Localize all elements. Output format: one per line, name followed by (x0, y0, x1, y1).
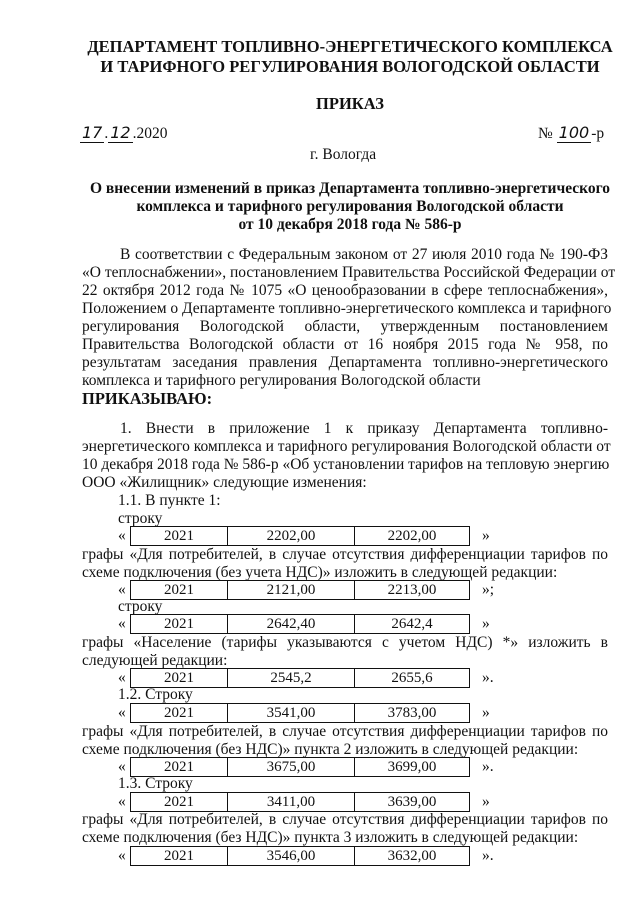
grafy-paragraph-2: графы «Население (тарифы указываются с учетом НДС) *» изложить в следующей редакции: (82, 634, 608, 669)
title-line1: О внесении изменений в приказ Департамента топливно-энергетического (89, 180, 611, 197)
number-handwritten: 100 (558, 123, 590, 142)
table-row: « 2021 2121,00 2213,00 »; (118, 581, 495, 598)
stroku-label: строку (118, 598, 163, 615)
grafy-paragraph-1: графы «Для потребителей, в случае отсутствия дифференциации тарифов по схеме подключения (без учета НДС)» изложить в следующей редакции: (82, 546, 608, 581)
department-name-line2: И ТАРИФНОГО РЕГУЛИРОВАНИЯ ВОЛОГОДСКОЙ ОБЛАСТИ (100, 57, 600, 76)
preamble: В соответствии с Федеральным законом от 27 июля 2010 года № 190-ФЗ «О теплоснабжении», постановлением Правительства Российской Федерации от 22 октября 2012 года № 1075 «О ценообразовании в сфере теплоснабжения», Положением о Департаменте топливно-энергетического комплекса и тарифного регулирования Вологодской области, утвержденным постановлением Правительства Вологодской области от 16 ноября 2015 года № 958, по результатам заседания правления Департамента топливно-энергетического комплекса и тарифного регулирования Вологодской области (82, 246, 616, 389)
department-name-line1: ДЕПАРТАМЕНТ ТОПЛИВНО-ЭНЕРГЕТИЧЕСКОГО КОМПЛЕКСА (87, 37, 613, 56)
table-row: « 2021 2642,40 2642,4 » (118, 615, 490, 632)
stroku-label: строку (118, 510, 163, 527)
city: г. Вологда (310, 146, 377, 163)
subitem-1-2: 1.2. Строку (118, 686, 193, 703)
date-month: 12 (110, 123, 131, 142)
date-year: .2020 (132, 125, 168, 142)
date-day: 17 (82, 123, 103, 142)
item-1: 1. Внести в приложение 1 к приказу Департамента топливно- энергетического комплекса и тарифного регулирования Вологодской области от 10 декабря 2018 года № 586-р «Об установлении тарифов на тепловую энергию ООО «Жилищник» следующие изменения: (82, 420, 611, 491)
table-row: « 2021 3541,00 3783,00 » (118, 704, 490, 721)
subitem-1-1: 1.1. В пункте 1: (118, 492, 221, 509)
table-row: « 2021 3675,00 3699,00 ». (118, 758, 494, 775)
table-row: « 2021 2545,2 2655,6 ». (118, 669, 494, 686)
grafy-paragraph-3: графы «Для потребителей, в случае отсутствия дифференциации тарифов по схеме подключения (без НДС)» пункта 2 изложить в следующей редакции: (82, 723, 608, 758)
subitem-1-3: 1.3. Строку (118, 775, 193, 792)
document-type: ПРИКАЗ (316, 94, 384, 113)
grafy-paragraph-4: графы «Для потребителей, в случае отсутствия дифференциации тарифов по схеме подключения (без НДС)» пункта 3 изложить в следующей редакции: (82, 811, 608, 846)
title-line3: от 10 декабря 2018 года № 586-р (238, 216, 462, 233)
order-number: № 100 -р (538, 123, 605, 142)
title-line2: комплекса и тарифного регулирования Вологодской области (136, 198, 564, 215)
table-row: « 2021 3546,00 3632,00 ». (118, 847, 494, 864)
order-date: 17 . 12 .2020 (82, 123, 168, 142)
table-row: « 2021 2202,00 2202,00 » (118, 527, 490, 544)
table-row: « 2021 3411,00 3639,00 » (118, 793, 490, 810)
order-word: ПРИКАЗЫВАЮ: (82, 389, 213, 408)
